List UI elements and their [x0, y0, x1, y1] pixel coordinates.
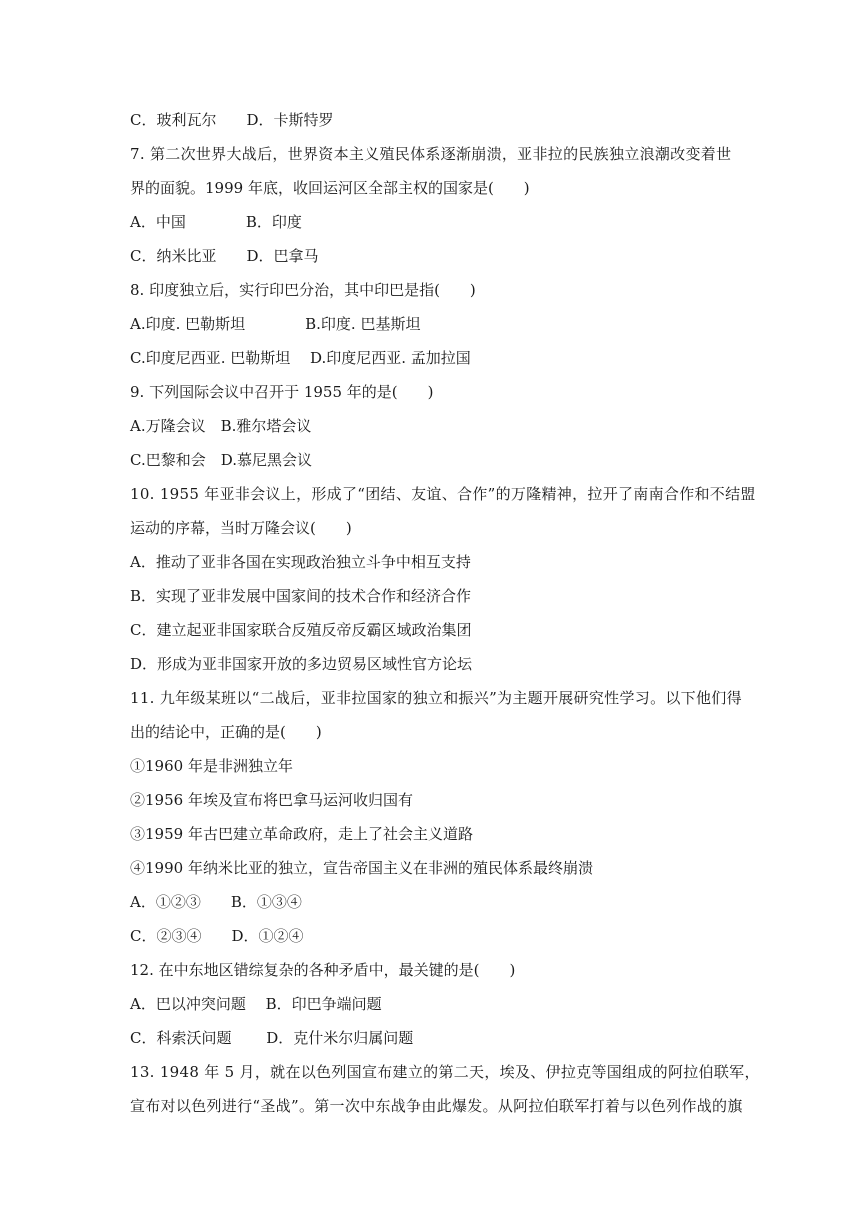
q12-options-ab: A．巴以冲突问题 B．印巴争端问题: [130, 995, 382, 1013]
q7-options-ab: A．中国 B．印度: [130, 213, 302, 231]
q10-stem-line1: 10. 1955 年亚非会议上，形成了“团结、友谊、合作”的万隆精神，拉开了南南合作和不结盟: [130, 485, 756, 503]
q8-stem: 8. 印度独立后，实行印巴分治，其中印巴是指( ): [130, 281, 476, 299]
q11-statement-3: ③1959 年古巴建立革命政府，走上了社会主义道路: [130, 825, 473, 843]
q11-statement-1: ①1960 年是非洲独立年: [130, 757, 293, 775]
q11-stem-line1: 11. 九年级某班以“二战后，亚非拉国家的独立和振兴”为主题开展研究性学习。以下他们得: [130, 689, 742, 707]
q7-options-cd: C．纳米比亚 D．巴拿马: [130, 247, 319, 265]
q9-stem: 9. 下列国际会议中召开于 1955 年的是( ): [130, 383, 434, 401]
q12-stem: 12. 在中东地区错综复杂的各种矛盾中，最关键的是( ): [130, 961, 516, 979]
q10-option-c: C．建立起亚非国家联合反殖反帝反霸区域政治集团: [130, 621, 472, 639]
q10-option-b: B．实现了亚非发展中国家间的技术合作和经济合作: [130, 587, 472, 605]
q6-options-cd: C．玻利瓦尔 D．卡斯特罗: [130, 111, 334, 129]
q10-stem-line2: 运动的序幕，当时万隆会议( ): [130, 519, 352, 537]
q9-options-ab: A.万隆会议 B.雅尔塔会议: [130, 417, 312, 435]
q7-stem-line1: 7. 第二次世界大战后，世界资本主义殖民体系逐渐崩溃，亚非拉的民族独立浪潮改变着世: [130, 145, 732, 163]
q11-options-cd: C．②③④ D．①②④: [130, 927, 304, 945]
q11-statement-4: ④1990 年纳米比亚的独立，宣告帝国主义在非洲的殖民体系最终崩溃: [130, 859, 593, 877]
q10-option-a: A．推动了亚非各国在实现政治独立斗争中相互支持: [130, 553, 471, 571]
q11-statement-2: ②1956 年埃及宣布将巴拿马运河收归国有: [130, 791, 413, 809]
q7-stem-line2: 界的面貌。1999 年底，收回运河区全部主权的国家是( ): [130, 179, 530, 197]
q10-option-d: D．形成为亚非国家开放的多边贸易区域性官方论坛: [130, 655, 473, 673]
q8-options-ab: A.印度. 巴勒斯坦 B.印度. 巴基斯坦: [130, 315, 421, 333]
q9-options-cd: C.巴黎和会 D.慕尼黑会议: [130, 451, 312, 469]
q8-options-cd: C.印度尼西亚. 巴勒斯坦 D.印度尼西亚. 孟加拉国: [130, 349, 471, 367]
q11-options-ab: A．①②③ B．①③④: [130, 893, 302, 911]
q13-stem-line2: 宣布对以色列进行“圣战”。第一次中东战争由此爆发。从阿拉伯联军打着与以色列作战的旗: [130, 1097, 743, 1115]
q12-options-cd: C．科索沃问题 D．克什米尔归属问题: [130, 1029, 414, 1047]
q11-stem-line2: 出的结论中，正确的是( ): [130, 723, 322, 741]
q13-stem-line1: 13. 1948 年 5 月，就在以色列国宣布建立的第二天，埃及、伊拉克等国组成的阿拉伯联军，: [130, 1063, 760, 1081]
